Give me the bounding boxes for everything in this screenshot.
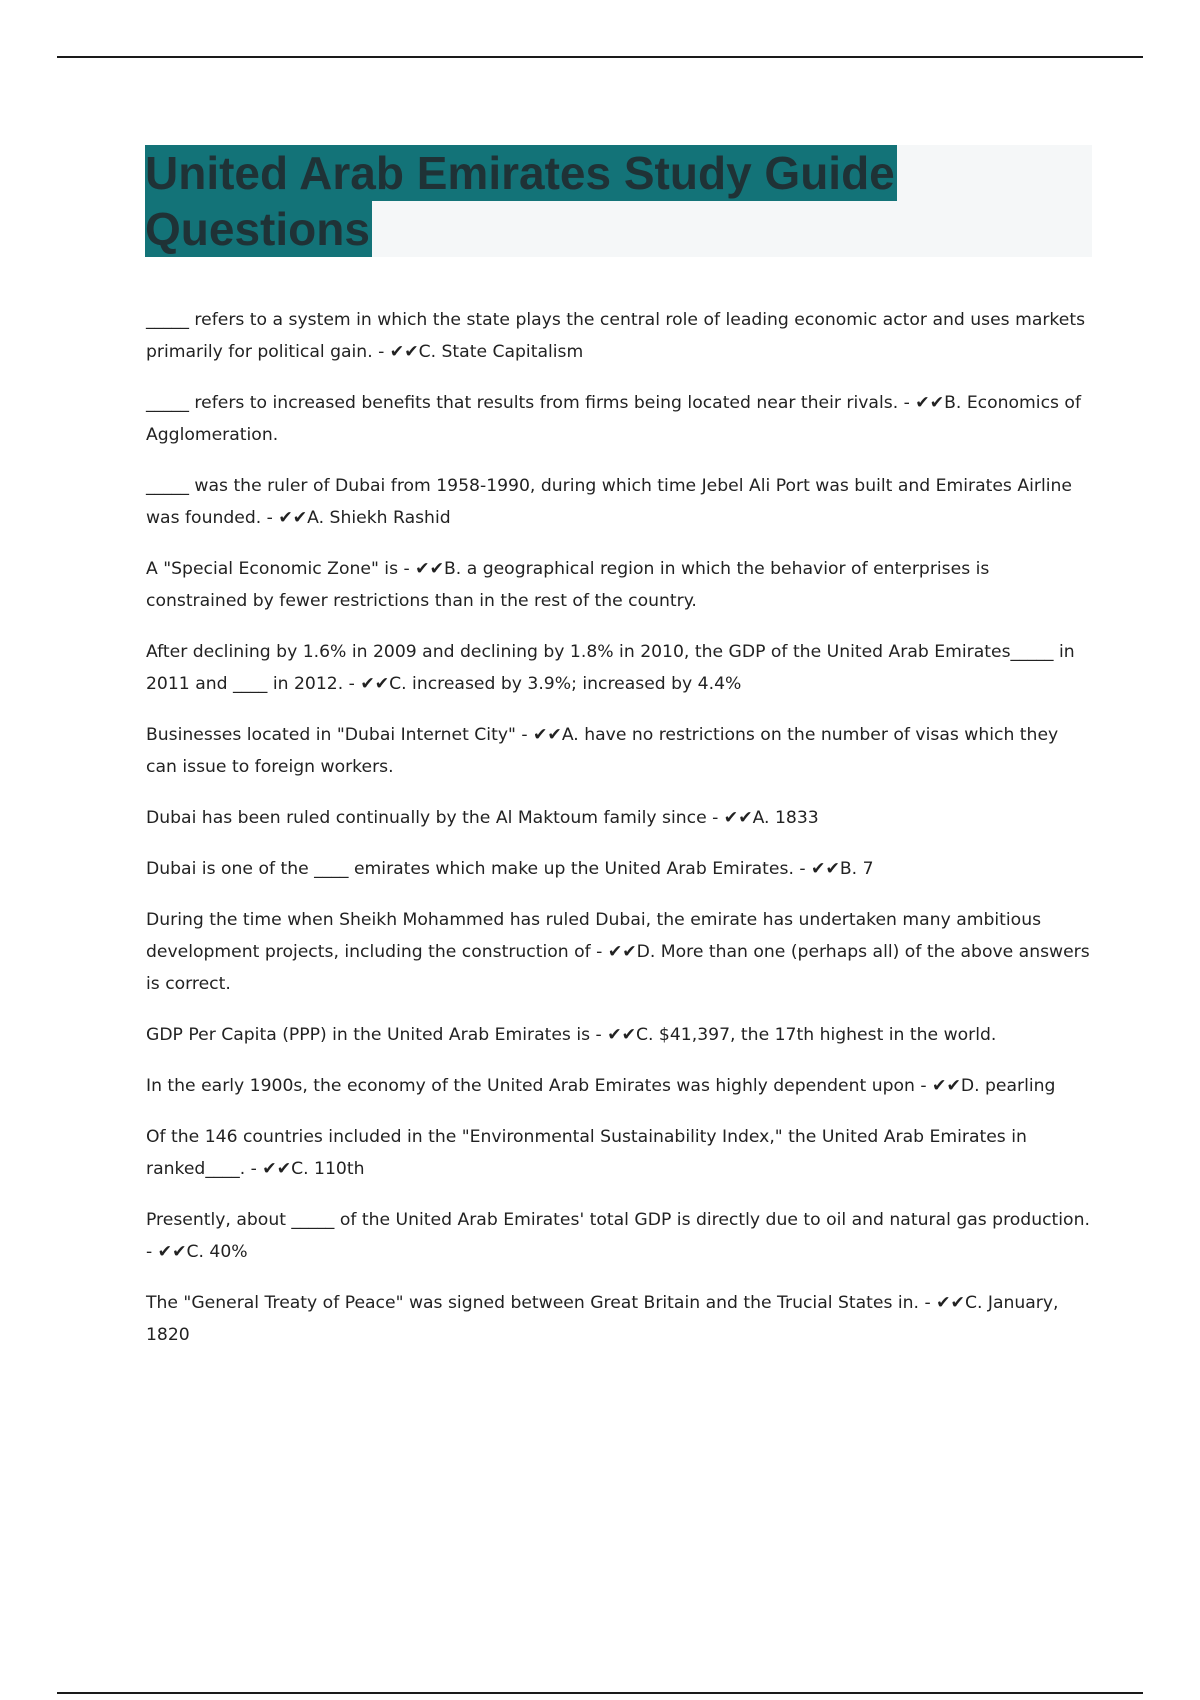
question-text: A "Special Economic Zone" is -: [146, 559, 416, 579]
top-rule: [57, 56, 1143, 58]
qa-item-7: [146, 802, 1092, 834]
answer-text: ✔✔C. January, 1820: [146, 1293, 1059, 1345]
qa-item-9: [146, 904, 1092, 1000]
qa-item-10: [146, 1019, 1092, 1051]
qa-item-12: [146, 1121, 1092, 1185]
question-text: During the time when Sheikh Mohammed has ruled Dubai, the emirate has undertaken many ambitious development projects, including the construction of -: [146, 910, 1042, 962]
qa-item-11: [146, 1070, 1092, 1102]
answer-text: ✔✔A. 1833: [723, 808, 819, 828]
question-text: Businesses located in "Dubai Internet City" -: [146, 725, 534, 745]
question-text: The "General Treaty of Peace" was signed between Great Britain and the Trucial States in. -: [146, 1293, 937, 1313]
qa-item-1: [146, 304, 1092, 368]
answer-text: ✔✔A. Shiekh Rashid: [278, 508, 451, 528]
question-text: After declining by 1.6% in 2009 and declining by 1.8% in 2010, the GDP of the United Arab Emirates_____ in 2011 and ____ in 2012. -: [146, 642, 1075, 694]
title-block: [145, 145, 1092, 257]
answer-text: ✔✔C. 40%: [157, 1242, 248, 1262]
answer-text: ✔✔B. Economics of Agglomeration.: [146, 393, 1082, 445]
question-text: _____ was the ruler of Dubai from 1958-1990, during which time Jebel Ali Port was built and Emirates Airline was founded. -: [146, 476, 1072, 528]
question-text: Dubai has been ruled continually by the Al Maktoum family since -: [146, 808, 724, 828]
answer-text: ✔✔B. a geographical region in which the behavior of enterprises is constrained by fewer restrictions than in the rest of the country.: [146, 559, 990, 611]
qa-item-2: [146, 387, 1092, 451]
qa-item-14: [146, 1287, 1092, 1351]
qa-item-4: [146, 553, 1092, 617]
question-text: Of the 146 countries included in the "Environmental Sustainability Index," the United Arab Emirates in ranked____. -: [146, 1127, 1027, 1179]
question-text: Dubai is one of the ____ emirates which make up the United Arab Emirates. -: [146, 859, 812, 879]
document-title-line-2: Questions: [145, 203, 370, 255]
answer-text: ✔✔D. pearling: [932, 1076, 1056, 1096]
answer-text: ✔✔C. $41,397, the 17th highest in the world.: [607, 1025, 997, 1045]
answer-text: ✔✔B. 7: [811, 859, 874, 879]
answer-text: ✔✔C. increased by 3.9%; increased by 4.4%: [360, 674, 742, 694]
qa-item-5: [146, 636, 1092, 700]
question-text: _____ refers to increased benefits that results from firms being located near their rivals. -: [146, 393, 916, 413]
qa-item-8: [146, 853, 1092, 885]
answer-text: ✔✔D. More than one (perhaps all) of the above answers is correct.: [146, 942, 1090, 994]
answer-text: ✔✔C. 110th: [262, 1159, 365, 1179]
question-text: Presently, about _____ of the United Arab Emirates' total GDP is directly due to oil and natural gas production. -: [146, 1210, 1090, 1262]
qa-item-6: [146, 719, 1092, 783]
bottom-rule: [57, 1692, 1143, 1694]
document-title-line-1: United Arab Emirates Study Guide: [145, 147, 895, 199]
answer-text: ✔✔C. State Capitalism: [389, 342, 584, 362]
qa-list: [146, 304, 1092, 1370]
qa-item-13: [146, 1204, 1092, 1268]
qa-item-3: [146, 470, 1092, 534]
question-text: GDP Per Capita (PPP) in the United Arab Emirates is -: [146, 1025, 608, 1045]
question-text: _____ refers to a system in which the state plays the central role of leading economic actor and uses markets primarily for political gain. -: [146, 310, 1086, 362]
answer-text: ✔✔A. have no restrictions on the number of visas which they can issue to foreign workers.: [146, 725, 1059, 777]
question-text: In the early 1900s, the economy of the United Arab Emirates was highly dependent upon -: [146, 1076, 933, 1096]
